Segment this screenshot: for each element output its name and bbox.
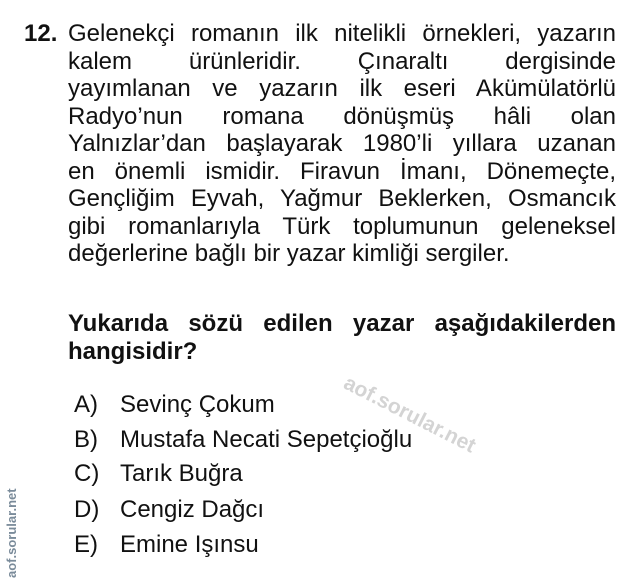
stem-line: Gelenekçi romanın ilk nitelikli örnekleri, yazarın <box>68 20 616 47</box>
stem-line: Radyo’nun romana dönüşmüş hâli olan <box>68 102 616 130</box>
option-label: E) <box>74 531 98 558</box>
option-e[interactable] <box>74 530 259 560</box>
option-label: C) <box>74 460 100 487</box>
stem-line: en önemli ismidir. Firavun İmanı, Dönemeçte, <box>68 157 616 185</box>
option-text: Tarık Buğra <box>120 460 243 487</box>
watermark: aof.sorular.net <box>340 371 480 458</box>
prompt-line: Yukarıda sözü edilen yazar aşağıdakilerden <box>68 310 616 337</box>
prompt-line: hangisidir? <box>68 338 198 365</box>
stem-line: kalem ürünleridir. Çınaraltı dergisinde <box>68 47 616 75</box>
option-text: Sevinç Çokum <box>120 391 275 418</box>
option-text: Mustafa Necati Sepetçioğlu <box>120 426 413 453</box>
stem-line: yayımlanan ve yazarın ilk eseri Akümülatörlü <box>68 75 616 102</box>
stem-line: Yalnızlar’dan başlayarak 1980’li yıllara uzanan <box>68 130 616 157</box>
option-c[interactable] <box>74 459 243 489</box>
stem-line: değerlerine bağlı bir yazar kimliği sergiler. <box>68 240 510 267</box>
question-number: 12. <box>24 20 58 47</box>
option-a[interactable] <box>74 390 275 420</box>
stem-line: Gençliğim Eyvah, Yağmur Beklerken, Osmancık <box>68 185 616 212</box>
option-text: Cengiz Dağcı <box>120 496 265 523</box>
option-label: D) <box>74 496 100 523</box>
option-d[interactable] <box>74 495 264 525</box>
stem-line: gibi romanlarıyla Türk toplumunun geleneksel <box>68 212 616 240</box>
option-label: A) <box>74 391 98 418</box>
option-label: B) <box>74 426 98 453</box>
side-watermark: aof.sorular.net <box>4 488 19 578</box>
option-b[interactable] <box>74 425 412 455</box>
question-stem <box>68 20 616 268</box>
question-prompt <box>68 310 616 366</box>
option-text: Emine Işınsu <box>120 531 259 558</box>
